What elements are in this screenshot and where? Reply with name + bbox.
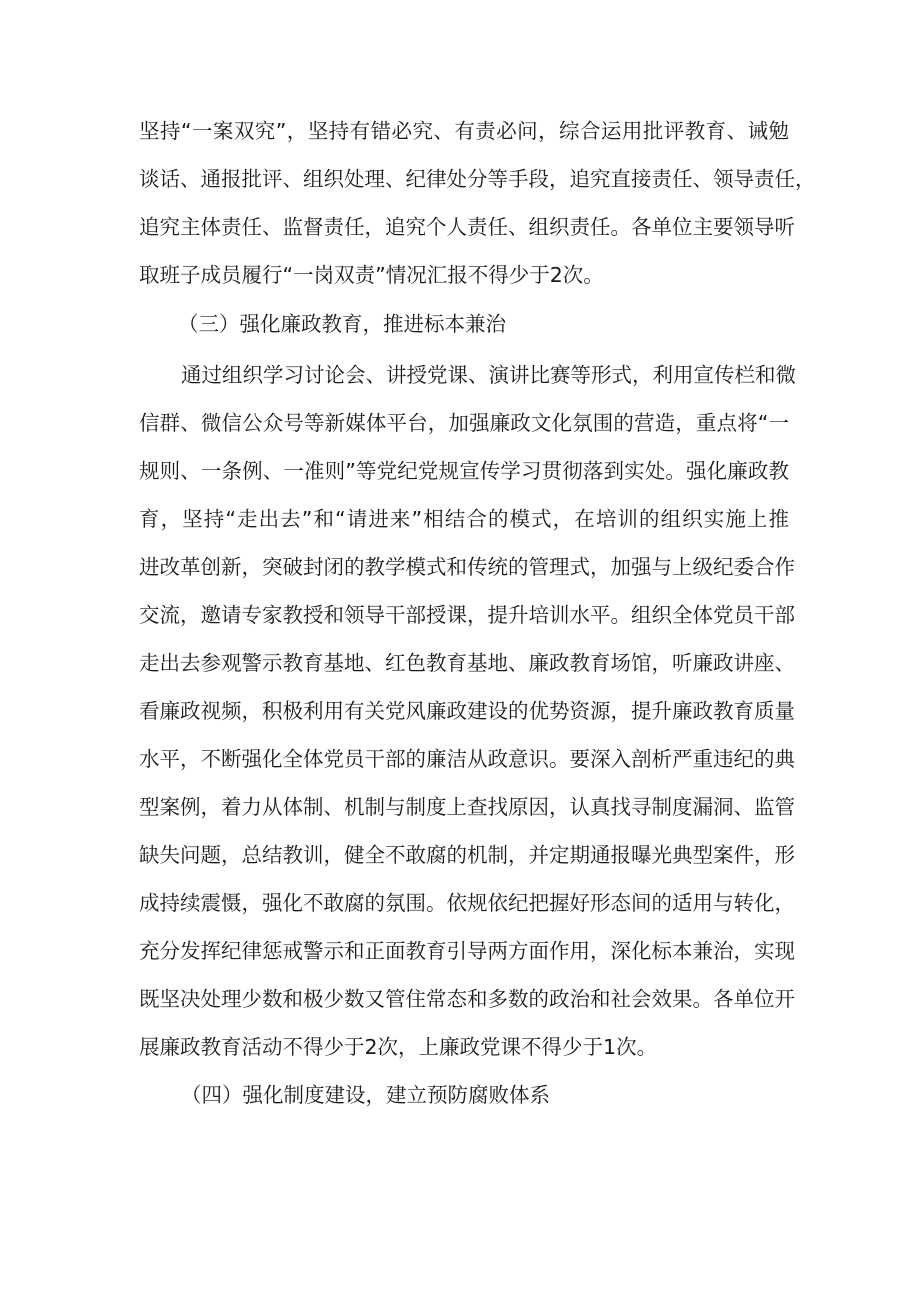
paragraph-1-line-3: 追究主体责任、监督责任，追究个人责任、组织责任。各单位主要领导听: [139, 215, 795, 239]
paragraph-2-line-14: 既坚决处理少数和极少数又管住常态和多数的政治和社会效果。各单位开: [139, 987, 795, 1011]
paragraph-2-line-13: 充分发挥纪律惩戒警示和正面教育引导两方面作用，深化标本兼治，实现: [139, 939, 795, 963]
paragraph-1-line-2: 谈话、通报批评、组织处理、纪律处分等手段，追究直接责任、领导责任，: [139, 167, 816, 191]
paragraph-2-line-11: 缺失问题，总结教训，健全不敢腐的机制，并定期通报曝光典型案件，形: [139, 843, 795, 867]
section-heading-3: （三）强化廉政教育，推进标本兼治: [178, 312, 506, 336]
paragraph-2-line-2: 信群、微信公众号等新媒体平台，加强廉政文化氛围的营造，重点将“一: [139, 411, 789, 435]
paragraph-2-line-8: 看廉政视频，积极利用有关党风廉政建设的优势资源，提升廉政教育质量: [139, 699, 795, 723]
paragraph-2-line-9: 水平，不断强化全体党员干部的廉洁从政意识。要深入剖析严重违纪的典: [139, 747, 795, 771]
paragraph-2-line-5: 进改革创新，突破封闭的教学模式和传统的管理式，加强与上级纪委合作: [139, 555, 795, 579]
paragraph-2-line-1: 通过组织学习讨论会、讲授党课、演讲比赛等形式，利用宣传栏和微: [181, 363, 796, 387]
paragraph-2-line-15: 展廉政教育活动不得少于2次，上廉政党课不得少于1次。: [139, 1035, 658, 1059]
paragraph-2-line-12: 成持续震慑，强化不敢腐的氛围。依规依纪把握好形态间的适用与转化，: [139, 891, 795, 915]
paragraph-1-line-4: 取班子成员履行“一岗双责”情况汇报不得少于2次。: [139, 263, 604, 287]
paragraph-2-line-10: 型案例，着力从体制、机制与制度上查找原因，认真找寻制度漏洞、监管: [139, 795, 795, 819]
paragraph-2-line-4: 育，坚持“走出去”和“请进来”相结合的模式，在培训的组织实施上推: [139, 507, 789, 531]
paragraph-2-line-3: 规则、一条例、一准则”等党纪党规宣传学习贯彻落到实处。强化廉政教: [139, 459, 789, 483]
section-heading-4: （四）强化制度建设，建立预防腐败体系: [181, 1083, 550, 1107]
paragraph-2-line-7: 走出去参观警示教育基地、红色教育基地、廉政教育场馆，听廉政讲座、: [139, 651, 795, 675]
paragraph-2-line-6: 交流，邀请专家教授和领导干部授课，提升培训水平。组织全体党员干部: [139, 603, 795, 627]
paragraph-1-line-1: 坚持“一案双究”，坚持有错必究、有责必问，综合运用批评教育、诫勉: [139, 119, 789, 143]
